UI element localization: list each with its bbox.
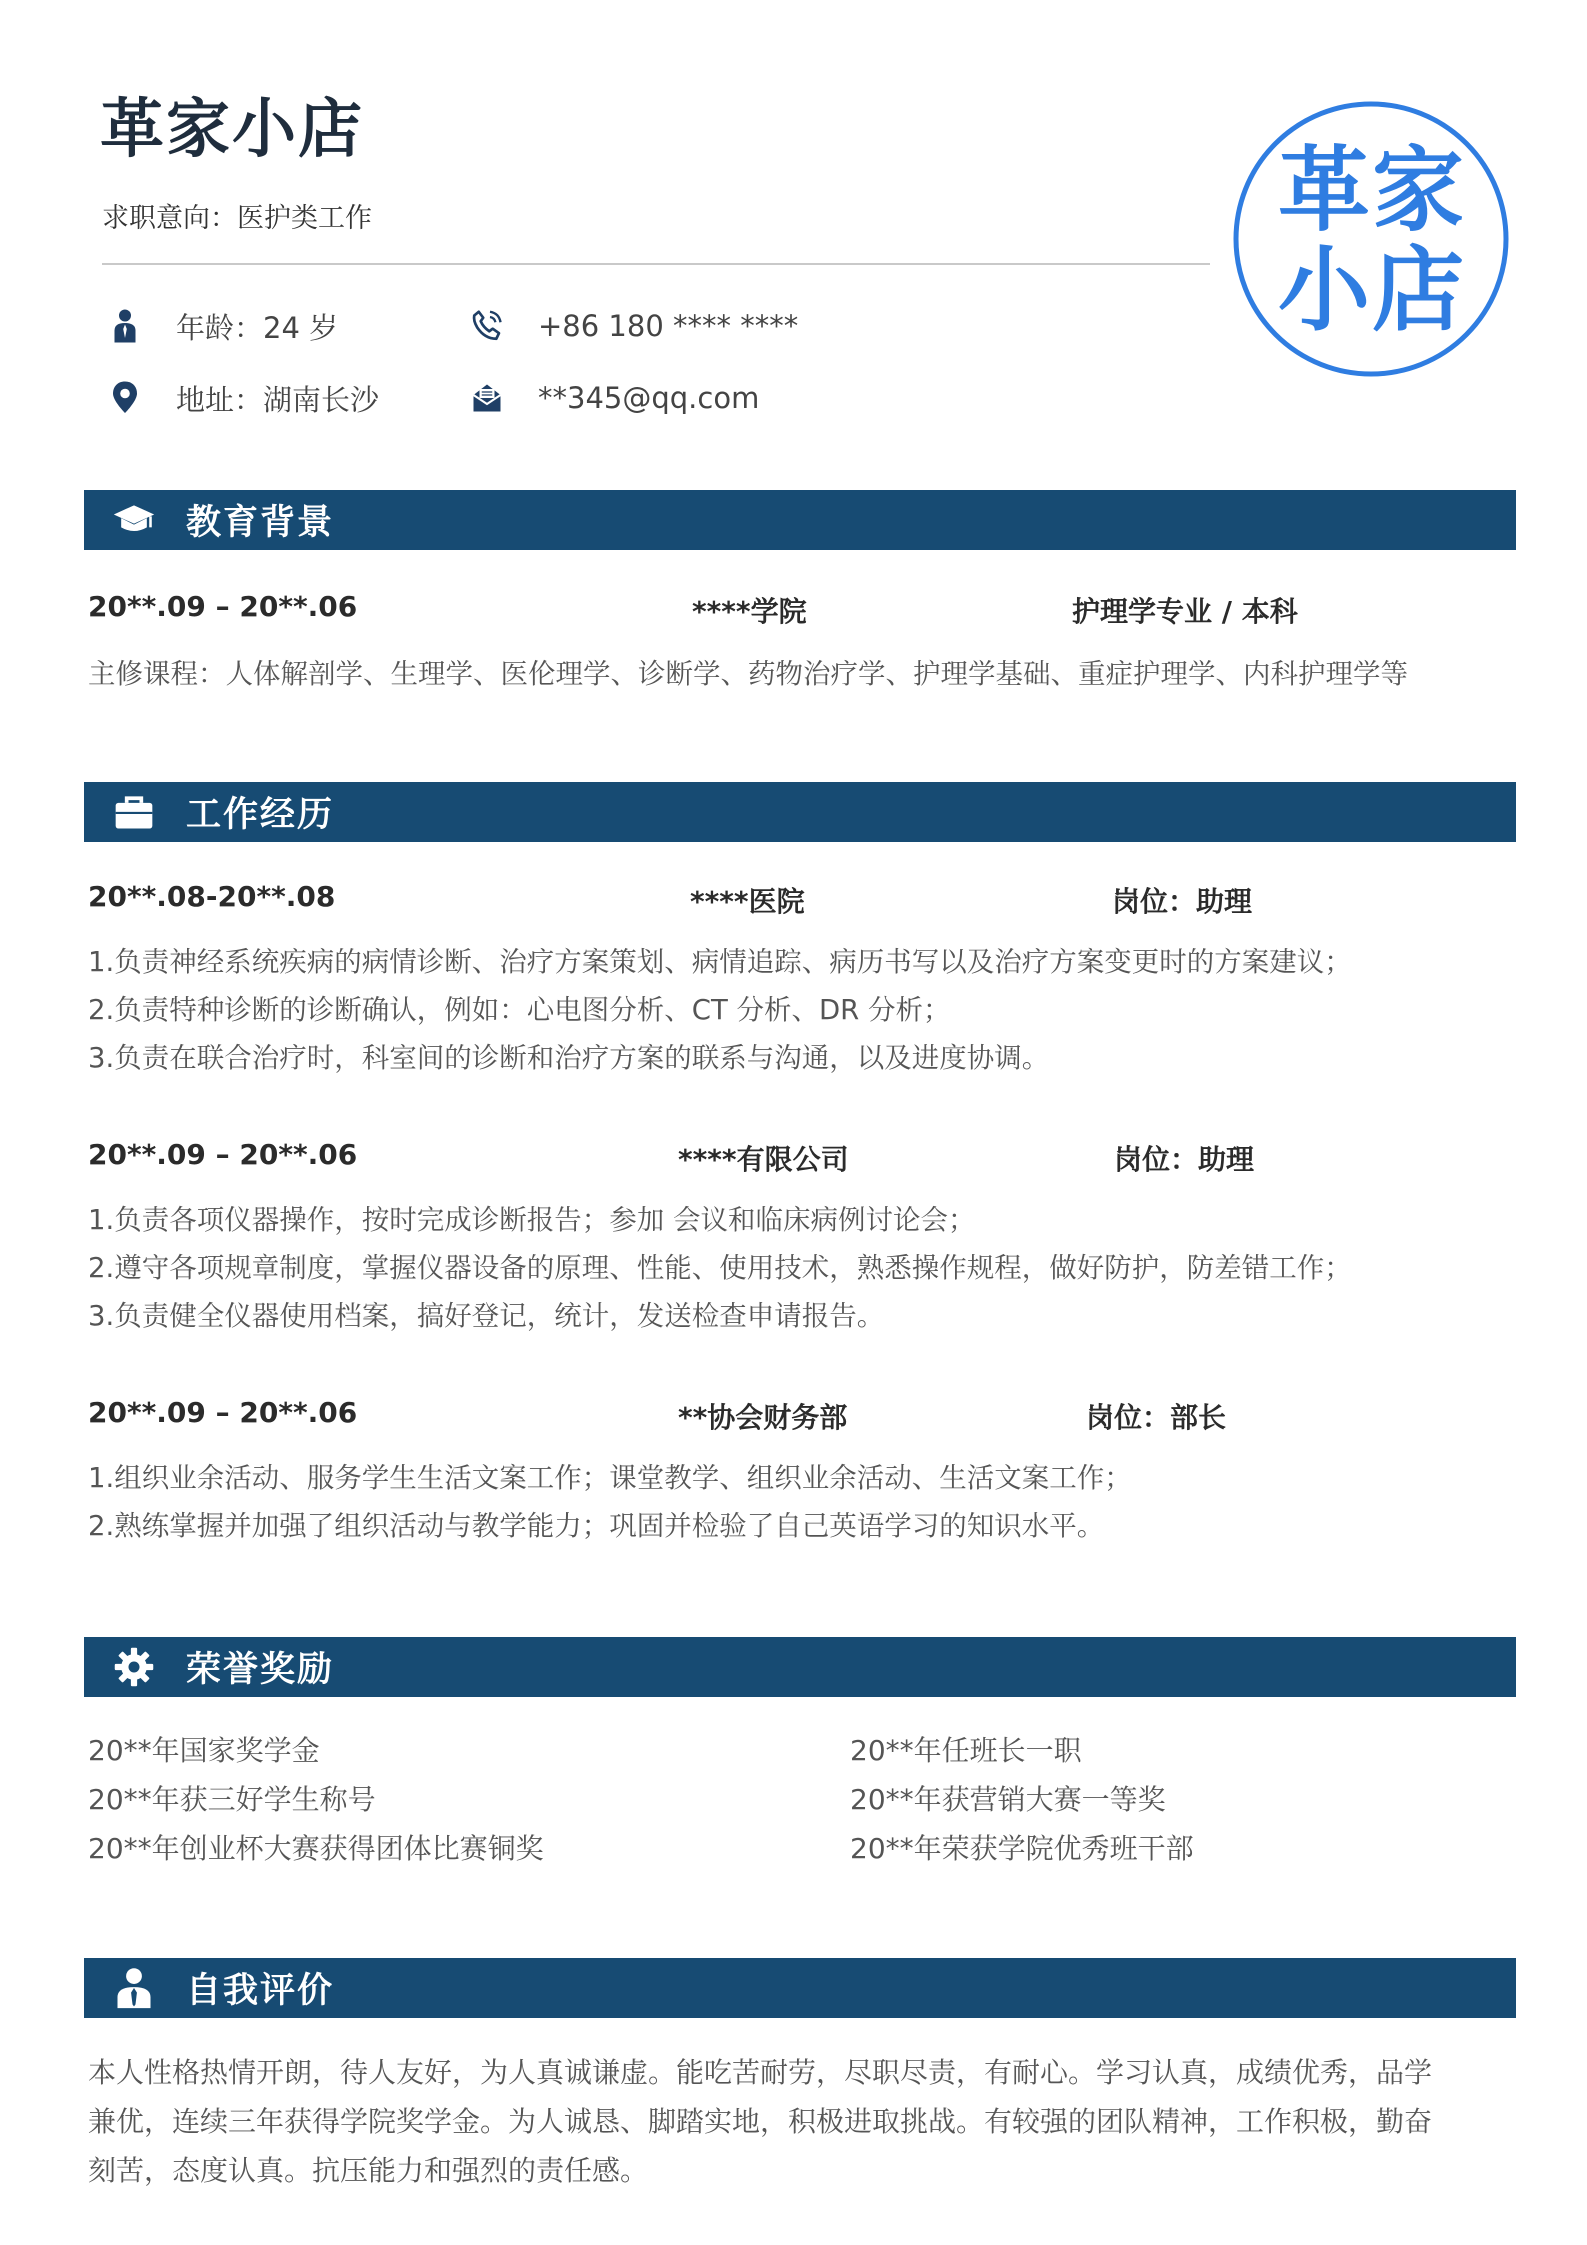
seal-char-3: 小 [1277,236,1371,344]
section-bar-education [84,490,1516,550]
self-eval-text [88,2048,1488,2195]
job-period: 20**.09 – 20**.06 [88,1396,358,1429]
resume-name: 革家小店 [100,93,364,167]
age-text: 年龄：24 岁 [176,310,339,345]
section-title-awards: 荣誉奖励 [186,1650,335,1690]
graduation-cap-icon [104,490,164,550]
job-details-3 [88,1454,1478,1550]
award-item: 20**年获营销大赛一等奖 [850,1783,1166,1816]
email-row [466,377,759,419]
briefcase-icon [104,782,164,842]
job-row-2 [88,1138,1508,1178]
job-detail-line: 1.组织业余活动、服务学生生活文案工作；课堂教学、组织业余活动、生活文案工作； [88,1462,1132,1494]
job-details-1 [88,938,1478,1082]
award-item: 20**年荣获学院优秀班干部 [850,1832,1194,1865]
job-org: **协会财务部 [678,1401,848,1434]
phone-text: +86 180 **** **** [538,309,799,343]
location-pin-icon [104,377,146,419]
shop-seal-logo [1232,100,1510,378]
job-detail-line: 1.负责各项仪器操作，按时完成诊断报告；参加 会议和临床病例讨论会； [88,1204,976,1236]
job-role: 岗位：助理 [1112,885,1253,918]
job-detail-line: 2.熟练掌握并加强了组织活动与教学能力；巩固并检验了自己英语学习的知识水平。 [88,1510,1105,1542]
person-tie-icon [104,1958,164,2018]
education-row [88,590,1508,630]
seal-char-4: 店 [1371,236,1465,344]
job-role: 岗位：部长 [1086,1401,1227,1434]
section-bar-self-eval [84,1958,1516,2018]
job-org: ****有限公司 [678,1143,849,1176]
address-row [104,377,379,419]
phone-icon [466,305,508,347]
award-item: 20**年国家奖学金 [88,1734,320,1767]
phone-row [466,305,798,347]
person-icon [104,305,146,347]
education-period: 20**.09 – 20**.06 [88,590,358,623]
job-objective: 求职意向：医护类工作 [102,203,372,234]
job-detail-line: 3.负责在联合治疗时，科室间的诊断和治疗方案的联系与沟通，以及进度协调。 [88,1042,1050,1074]
job-details-2 [88,1196,1478,1340]
email-text: **345@qq.com [538,381,760,415]
seal-char-2: 家 [1371,136,1465,244]
awards-left-column [88,1726,788,1873]
education-school: ****学院 [692,595,807,628]
education-courses: 主修课程：人体解剖学、生理学、医伦理学、诊断学、药物治疗学、护理学基础、重症护理学、内科护理学等 [88,658,1408,690]
section-title-self-eval: 自我评价 [186,1971,335,2011]
awards-right-column [850,1726,1490,1873]
education-major: 护理学专业 / 本科 [1072,595,1298,628]
self-eval-line: 刻苦，态度认真。抗压能力和强烈的责任感。 [88,2154,649,2187]
self-eval-line: 兼优，连续三年获得学院奖学金。为人诚恳、脚踏实地，积极进取挑战。有较强的团队精神，工作积极，勤奋 [88,2105,1433,2138]
self-eval-line: 本人性格热情开朗，待人友好，为人真诚谦虚。能吃苦耐劳，尽职尽责，有耐心。学习认真，成绩优秀，品学 [88,2056,1433,2089]
job-role: 岗位：助理 [1114,1143,1255,1176]
job-detail-line: 2.负责特种诊断的诊断确认，例如：心电图分析、CT 分析、DR 分析； [88,994,951,1026]
section-title-education: 教育背景 [186,503,335,543]
job-row-3 [88,1396,1508,1436]
section-bar-work [84,782,1516,842]
job-period: 20**.08-20**.08 [88,880,336,913]
section-title-work: 工作经历 [186,795,335,835]
header-divider [102,263,1210,265]
section-bar-awards [84,1637,1516,1697]
age-row [104,305,338,347]
job-period: 20**.09 – 20**.06 [88,1138,358,1171]
award-item: 20**年获三好学生称号 [88,1783,376,1816]
seal-char-1: 革 [1277,136,1371,244]
email-envelope-icon [466,377,508,419]
job-row-1 [88,880,1508,920]
gear-icon [104,1637,164,1697]
job-detail-line: 1.负责神经系统疾病的病情诊断、治疗方案策划、病情追踪、病历书写以及治疗方案变更时的方案建议； [88,946,1352,978]
job-detail-line: 3.负责健全仪器使用档案，搞好登记，统计，发送检查申请报告。 [88,1300,885,1332]
award-item: 20**年任班长一职 [850,1734,1082,1767]
job-detail-line: 2.遵守各项规章制度，掌握仪器设备的原理、性能、使用技术，熟悉操作规程，做好防护，防差错工作； [88,1252,1352,1284]
award-item: 20**年创业杯大赛获得团体比赛铜奖 [88,1832,544,1865]
address-text: 地址：湖南长沙 [176,382,380,417]
job-org: ****医院 [690,885,805,918]
